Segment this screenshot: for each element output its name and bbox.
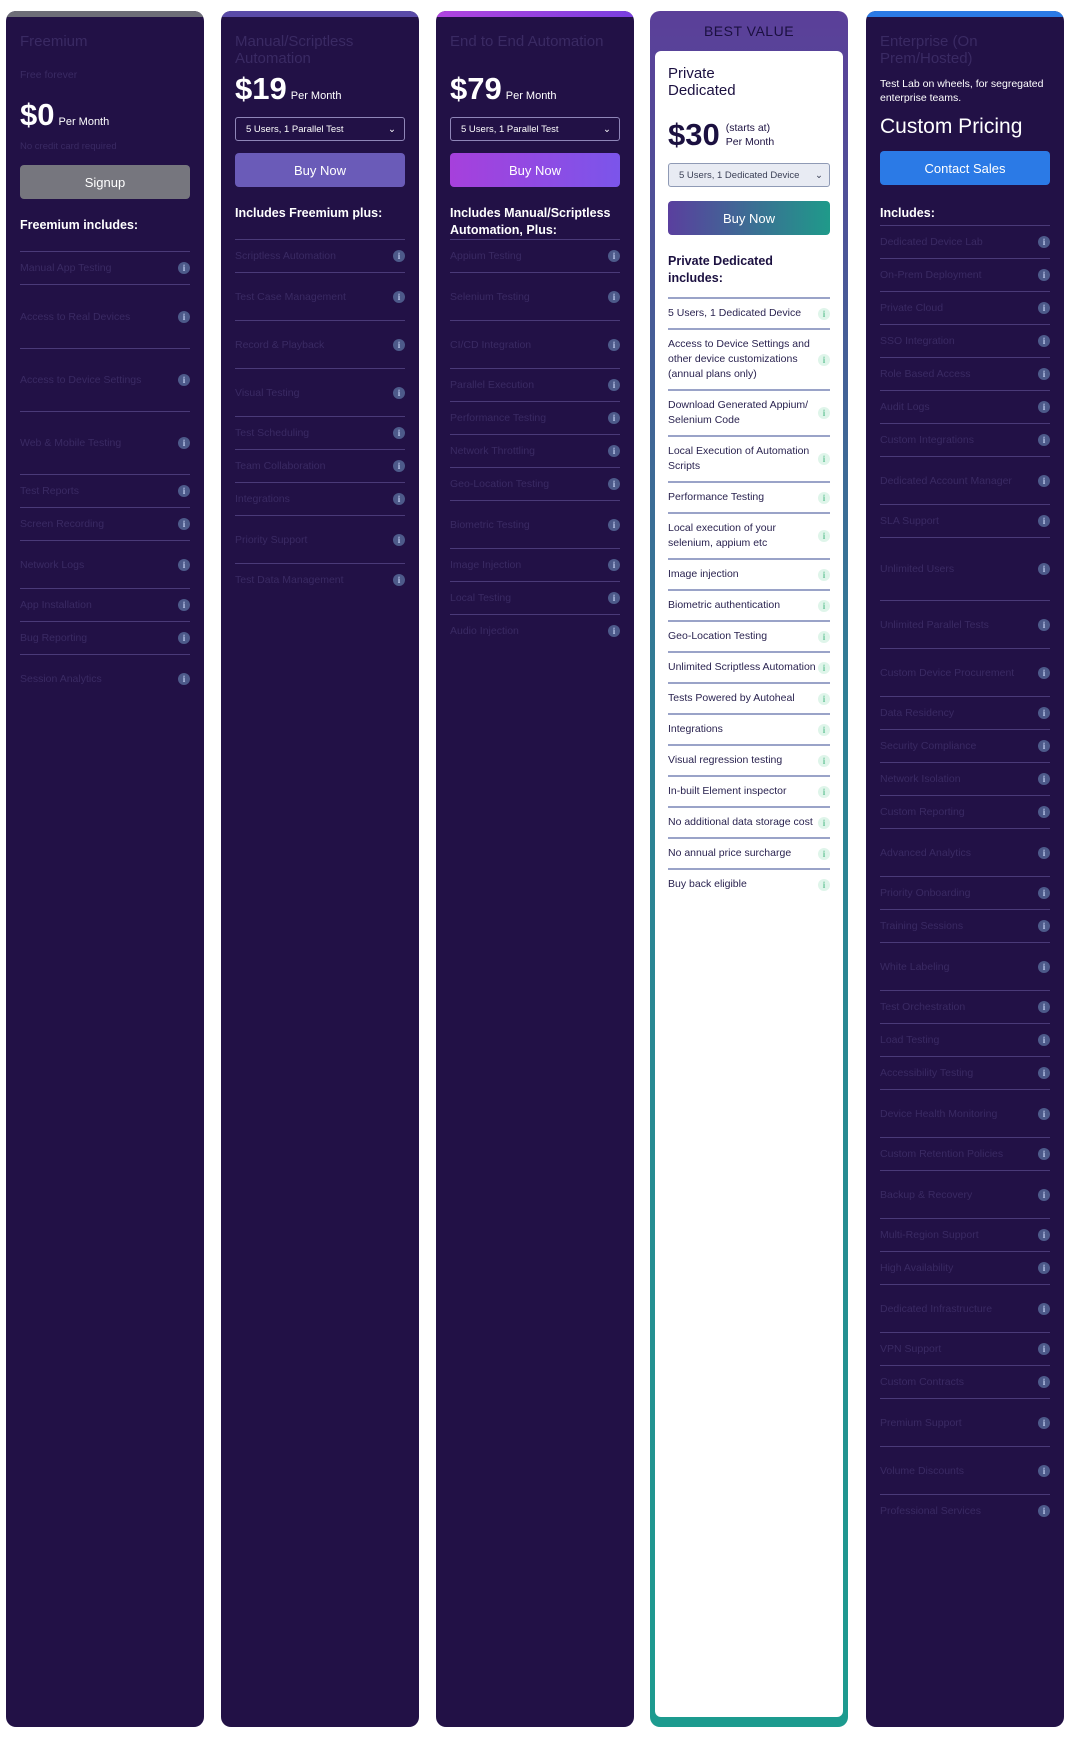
info-icon[interactable]: i [818,308,830,320]
feature-label: Visual Testing [235,386,300,399]
info-icon[interactable]: i [1038,707,1050,719]
e2e-users-select[interactable] [450,117,620,141]
info-icon[interactable]: i [1038,920,1050,932]
info-icon[interactable]: i [178,311,190,323]
info-icon[interactable]: i [1038,1148,1050,1160]
info-icon[interactable]: i [1038,1303,1050,1315]
feature-row [668,435,830,481]
feature-row [880,1251,1050,1284]
info-icon[interactable]: i [818,492,830,504]
info-icon[interactable]: i [178,632,190,644]
chevron-down-icon: ⌄ [815,169,823,181]
info-icon[interactable]: i [393,493,405,505]
info-icon[interactable]: i [1038,401,1050,413]
info-icon[interactable]: i [1038,667,1050,679]
info-icon[interactable]: i [178,599,190,611]
e2e-top-bar [436,11,634,17]
feature-row [880,456,1050,504]
feature-row [668,558,830,589]
feature-row [880,1056,1050,1089]
feature-row [880,504,1050,537]
feature-row [450,614,620,647]
feature-row [20,540,190,588]
freemium-per-month: Per Month [58,116,110,128]
feature-row [668,682,830,713]
info-icon[interactable]: i [1038,740,1050,752]
feature-row [668,297,830,328]
feature-row [880,357,1050,390]
feature-row [880,1332,1050,1365]
feature-label: Security Compliance [880,740,977,752]
feature-row [668,328,830,389]
info-icon[interactable]: i [1038,1417,1050,1429]
info-icon[interactable]: i [393,250,405,262]
feature-row [235,449,405,482]
feature-row [880,1494,1050,1527]
feature-row [668,806,830,837]
feature-label: Screen Recording [20,518,105,530]
feature-row [20,284,190,348]
freemium-top-bar [6,11,204,17]
feature-label: Test Case Management [235,290,346,303]
feature-row [20,474,190,507]
feature-row [450,401,620,434]
info-icon[interactable]: i [608,625,620,637]
feature-label: Advanced Analytics [880,846,972,859]
freemium-price: $0 [20,97,55,132]
feature-row [450,581,620,614]
enterprise-subtitle: Test Lab on wheels, for segregated enterprise teams. [880,78,1044,104]
info-icon[interactable]: i [1038,1465,1050,1477]
info-icon[interactable]: i [608,519,620,531]
feature-label: No annual price surcharge [668,847,792,859]
feature-label: SLA Support [880,515,939,527]
enterprise-plan-card [866,11,1064,1727]
info-icon[interactable]: i [1038,269,1050,281]
feature-label: Geo-Location Testing [668,630,768,642]
info-icon[interactable]: i [1038,1229,1050,1241]
freemium-subtitle: Free forever [20,69,78,81]
feature-row [450,239,620,272]
feature-label: Geo-Location Testing [450,478,550,490]
private-per-month: Per Month [725,136,775,148]
feature-label: Unlimited Scriptless Automation [668,661,816,673]
feature-label: CI/CD Integration [450,338,532,351]
feature-row [880,423,1050,456]
feature-label: Professional Services [880,1505,981,1517]
info-icon[interactable]: i [1038,619,1050,631]
info-icon[interactable]: i [608,412,620,424]
feature-row [668,481,830,512]
feature-label: High Availability [880,1262,954,1274]
feature-row [235,272,405,320]
e2e-feature-list [450,239,620,647]
feature-label: Parallel Execution [450,379,535,391]
info-icon[interactable]: i [1038,1001,1050,1013]
info-icon[interactable]: i [818,407,830,419]
private-feature-list [668,297,830,899]
manual-buy-now-button[interactable]: Buy Now [235,153,405,187]
info-icon[interactable]: i [818,662,830,674]
feature-label: Audit Logs [880,401,930,413]
manual-plan-card [221,11,419,1727]
info-icon[interactable]: i [178,673,190,685]
private-dedicated-plan-card [650,11,848,1727]
private-price: $30 [668,117,720,152]
feature-label: Web & Mobile Testing [20,437,122,449]
info-icon[interactable]: i [1038,236,1050,248]
info-icon[interactable]: i [608,592,620,604]
info-icon[interactable]: i [1038,563,1050,575]
enterprise-price: Custom Pricing [880,115,1023,138]
feature-row [880,225,1050,258]
info-icon[interactable]: i [393,387,405,399]
manual-per-month: Per Month [290,90,342,102]
private-starts-at: (starts at) [725,122,771,134]
info-icon[interactable]: i [818,354,830,366]
feature-label: 5 Users, 1 Dedicated Device [668,307,802,319]
feature-row [668,651,830,682]
feature-row [668,512,830,558]
feature-row [235,239,405,272]
feature-row [450,368,620,401]
freemium-note: No credit card required [20,141,117,152]
feature-label: Buy back eligible [668,878,747,890]
feature-row [880,1284,1050,1332]
e2e-plan-card [436,11,634,1727]
feature-row [235,416,405,449]
feature-row [880,828,1050,876]
feature-label: Local Testing [450,592,512,604]
feature-label: Selenium Testing [450,290,530,303]
info-icon[interactable]: i [608,339,620,351]
feature-label: Test Orchestration [880,1001,966,1013]
feature-label: Role Based Access [880,368,971,380]
feature-label: Performance Testing [450,412,547,424]
feature-row [880,600,1050,648]
feature-label: Custom Contracts [880,1376,965,1388]
e2e-title: End to End Automation [450,33,604,50]
manual-select-value: 5 Users, 1 Parallel Test [246,123,344,135]
info-icon[interactable]: i [1038,368,1050,380]
private-includes-heading: Private Dedicated includes: [668,254,773,285]
feature-label: Premium Support [880,1416,962,1429]
feature-row [450,320,620,368]
feature-row [668,868,830,899]
info-icon[interactable]: i [1038,335,1050,347]
info-icon[interactable]: i [178,518,190,530]
feature-row [880,1446,1050,1494]
feature-row [668,389,830,435]
feature-label: Custom Integrations [880,434,974,446]
feature-row [450,434,620,467]
feature-label: Biometric Testing [450,518,530,531]
info-icon[interactable]: i [608,559,620,571]
info-icon[interactable]: i [1038,1067,1050,1079]
private-device-select[interactable] [668,163,830,187]
feature-row [235,515,405,563]
feature-label: Dedicated Infrastructure [880,1302,993,1315]
feature-row [668,620,830,651]
feature-label: Access to Real Devices [20,310,131,323]
feature-label: Test Scheduling [235,427,310,439]
info-icon[interactable]: i [818,631,830,643]
best-value-badge: BEST VALUE [703,23,795,39]
enterprise-title: Enterprise (On Prem/Hosted) [880,33,978,67]
private-select-value: 5 Users, 1 Dedicated Device [679,169,800,181]
info-icon[interactable]: i [1038,475,1050,487]
feature-row [880,648,1050,696]
feature-row [668,744,830,775]
feature-row [880,795,1050,828]
info-icon[interactable]: i [608,445,620,457]
feature-label: Priority Support [235,533,308,546]
feature-label: Team Collaboration [235,460,326,472]
feature-row [20,411,190,474]
info-icon[interactable]: i [818,693,830,705]
e2e-buy-now-button[interactable]: Buy Now [450,153,620,187]
feature-row [880,990,1050,1023]
manual-users-select[interactable] [235,117,405,141]
feature-row [20,348,190,411]
feature-row [880,1365,1050,1398]
private-dedicated-body [655,51,843,1717]
feature-label: Image Injection [450,559,522,571]
feature-label: Unlimited Parallel Tests [880,618,989,631]
feature-label: Integrations [235,493,290,505]
feature-row [668,775,830,806]
info-icon[interactable]: i [818,569,830,581]
feature-label: Backup & Recovery [880,1188,973,1201]
feature-label: Device Health Monitoring [880,1107,998,1120]
info-icon[interactable]: i [818,817,830,829]
feature-row [880,1023,1050,1056]
e2e-includes-heading: Includes Manual/Scriptless Automation, Plus: [450,206,611,237]
private-title-line1: Private [668,65,715,82]
manual-top-bar [221,11,419,17]
info-icon[interactable]: i [1038,1262,1050,1274]
feature-label: No additional data storage cost [668,816,813,828]
feature-label: Record & Playback [235,338,325,351]
feature-label: Image injection [668,568,739,580]
feature-row [880,258,1050,291]
info-icon[interactable]: i [393,574,405,586]
feature-row [880,1170,1050,1218]
info-icon[interactable]: i [1038,515,1050,527]
info-icon[interactable]: i [818,848,830,860]
feature-label: Performance Testing [668,491,765,503]
info-icon[interactable]: i [178,485,190,497]
info-icon[interactable]: i [818,530,830,542]
feature-row [20,507,190,540]
info-icon[interactable]: i [178,262,190,274]
info-icon[interactable]: i [1038,847,1050,859]
feature-row [880,762,1050,795]
feature-row [880,390,1050,423]
feature-label: Priority Onboarding [880,887,971,899]
feature-row [450,548,620,581]
feature-label: VPN Support [880,1343,942,1355]
info-icon[interactable]: i [393,291,405,303]
feature-label: Network Throttling [450,445,536,457]
feature-row [880,909,1050,942]
info-icon[interactable]: i [393,460,405,472]
feature-row [668,713,830,744]
info-icon[interactable]: i [393,427,405,439]
e2e-select-value: 5 Users, 1 Parallel Test [461,123,559,135]
info-icon[interactable]: i [1038,806,1050,818]
info-icon[interactable]: i [1038,1034,1050,1046]
feature-row [20,588,190,621]
feature-row [20,654,190,702]
feature-row [235,368,405,416]
feature-label: Manual App Testing [20,262,112,274]
feature-label: Audio Injection [450,625,519,637]
feature-label: Volume Discounts [880,1464,965,1477]
feature-row [20,621,190,654]
info-icon[interactable]: i [818,879,830,891]
chevron-down-icon: ⌄ [388,123,396,135]
feature-label: Scriptless Automation [235,250,336,262]
feature-label: Network Isolation [880,773,961,785]
feature-row [450,272,620,320]
feature-label: On-Prem Deployment [880,269,982,281]
feature-label: App Installation [20,599,92,611]
info-icon[interactable]: i [818,453,830,465]
info-icon[interactable]: i [178,559,190,571]
e2e-per-month: Per Month [505,90,557,102]
signup-button[interactable]: Signup [20,165,190,199]
feature-label: Biometric authentication [668,599,781,611]
info-icon[interactable]: i [608,250,620,262]
contact-sales-button[interactable]: Contact Sales [880,151,1050,185]
info-icon[interactable]: i [818,724,830,736]
feature-label: Session Analytics [20,672,102,685]
freemium-feature-list [20,251,190,702]
feature-label: Local Execution of Automation Scripts [668,445,810,472]
enterprise-includes-heading: Includes: [880,206,935,220]
feature-row [450,467,620,500]
chevron-down-icon: ⌄ [603,123,611,135]
enterprise-feature-list [880,225,1050,1527]
feature-row [880,537,1050,600]
feature-row [880,291,1050,324]
feature-label: Multi-Region Support [880,1229,979,1241]
feature-label: Training Sessions [880,920,964,932]
private-buy-now-button[interactable]: Buy Now [668,201,830,235]
feature-label: Appium Testing [450,250,522,262]
info-icon[interactable]: i [818,600,830,612]
private-title-line2: Dedicated [668,82,736,99]
feature-label: Access to Device Settings and other device customizations (annual plans only) [668,338,810,380]
feature-row [880,1398,1050,1446]
feature-label: Custom Reporting [880,806,965,818]
info-icon[interactable]: i [1038,887,1050,899]
info-icon[interactable]: i [1038,961,1050,973]
enterprise-top-bar [866,11,1064,17]
feature-row [880,942,1050,990]
info-icon[interactable]: i [1038,1189,1050,1201]
info-icon[interactable]: i [818,786,830,798]
manual-feature-list [235,239,405,596]
feature-label: Unlimited Users [880,563,955,575]
feature-label: Custom Retention Policies [880,1148,1004,1160]
info-icon[interactable]: i [178,437,190,449]
info-icon[interactable]: i [1038,1108,1050,1120]
info-icon[interactable]: i [1038,434,1050,446]
feature-label: Visual regression testing [668,754,783,766]
feature-label: Dedicated Device Lab [880,236,983,248]
feature-label: Download Generated Appium/ Selenium Code [668,399,809,426]
freemium-plan-card [6,11,204,1727]
feature-label: SSO Integration [880,335,955,347]
info-icon[interactable]: i [1038,1343,1050,1355]
info-icon[interactable]: i [1038,1376,1050,1388]
e2e-price: $79 [450,71,502,106]
feature-row [880,1218,1050,1251]
info-icon[interactable]: i [1038,1505,1050,1517]
info-icon[interactable]: i [818,755,830,767]
feature-row [668,589,830,620]
feature-row [880,1089,1050,1137]
feature-row [880,1137,1050,1170]
feature-row [880,324,1050,357]
feature-row [235,482,405,515]
feature-label: Private Cloud [880,302,944,314]
info-icon[interactable]: i [608,478,620,490]
feature-row [235,563,405,596]
feature-label: Local execution of your selenium, appium etc [668,522,776,549]
feature-label: Custom Device Procurement [880,666,1015,679]
feature-label: Data Residency [880,707,955,719]
feature-label: Load Testing [880,1034,940,1046]
feature-label: In-built Element inspector [668,785,787,797]
feature-row [235,320,405,368]
manual-title: Manual/Scriptless Automation [235,33,354,67]
feature-label: Test Data Management [235,574,344,586]
feature-label: Access to Device Settings [20,374,142,386]
feature-row [450,500,620,548]
feature-label: Dedicated Account Manager [880,474,1012,487]
info-icon[interactable]: i [608,291,620,303]
manual-price: $19 [235,71,287,106]
feature-label: White Labeling [880,960,950,973]
info-icon[interactable]: i [393,339,405,351]
feature-row [880,876,1050,909]
info-icon[interactable]: i [608,379,620,391]
manual-includes-heading: Includes Freemium plus: [235,206,383,220]
feature-label: Accessibility Testing [880,1067,974,1079]
feature-label: Bug Reporting [20,632,88,644]
feature-row [880,696,1050,729]
feature-label: Integrations [668,723,723,735]
info-icon[interactable]: i [178,374,190,386]
feature-label: Tests Powered by Autoheal [668,692,795,704]
info-icon[interactable]: i [393,534,405,546]
feature-label: Test Reports [20,485,79,497]
feature-label: Network Logs [20,558,85,571]
feature-row [880,729,1050,762]
info-icon[interactable]: i [1038,773,1050,785]
feature-row [668,837,830,868]
feature-row [20,251,190,284]
info-icon[interactable]: i [1038,302,1050,314]
freemium-includes-heading: Freemium includes: [20,218,139,232]
freemium-title: Freemium [20,33,88,50]
